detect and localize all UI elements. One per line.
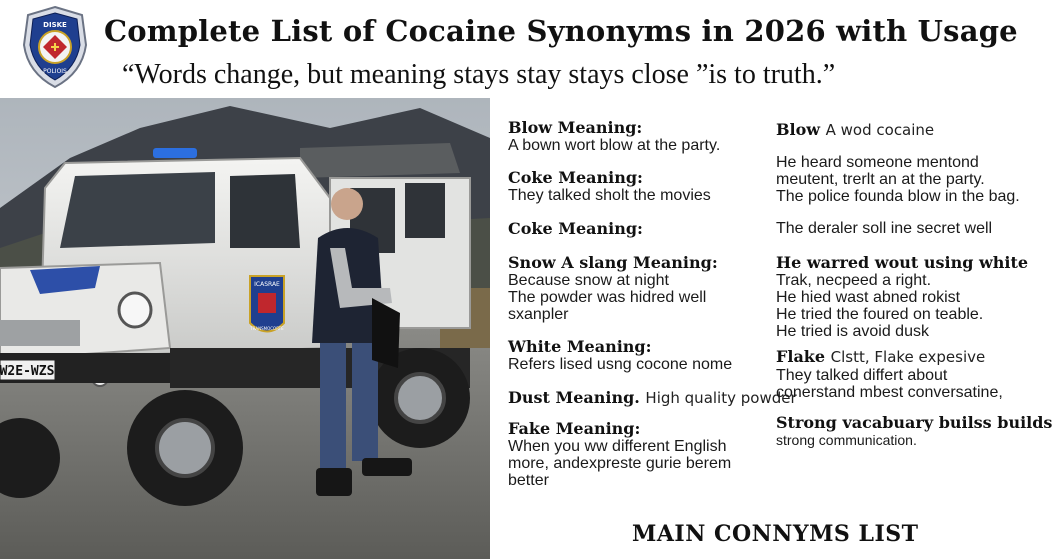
header xyxy=(0,0,1024,98)
door-badge-bottom: TRANSMOCORTE xyxy=(250,326,284,331)
entry-white-right xyxy=(776,253,1029,340)
license-plate: W2E-WZS xyxy=(0,364,55,379)
entry-fake xyxy=(508,419,776,489)
entry-line: When you ww different English xyxy=(508,438,727,455)
entry-line: The powder was hidred well xyxy=(508,289,707,306)
entry-line: He tried the foured on teable. xyxy=(776,306,984,323)
entry-line: The police founda blow in the bag. xyxy=(776,188,1020,205)
entry-line: Because snow at night xyxy=(508,272,669,289)
entry-dust xyxy=(508,388,797,408)
police-emblem-icon xyxy=(20,5,90,89)
entry-flake xyxy=(776,347,1024,401)
entry-examples xyxy=(776,154,1024,205)
page-subtitle: “Words change, but meaning stays stay stays close ”is to truth.” xyxy=(122,59,836,90)
entry-snow xyxy=(508,253,776,323)
entry-line: conerstand mbest conversatine, xyxy=(776,384,1003,401)
entry-line: The deraler soll ine secret well xyxy=(776,220,993,237)
entry-inline: A wod cocaine xyxy=(825,121,935,139)
entry-line: A bown wort blow at the party. xyxy=(508,137,721,154)
entry-line: sxanpler xyxy=(508,306,569,323)
emblem-top-text: DISKE xyxy=(43,21,67,29)
entry-dealer xyxy=(776,220,1024,237)
entry-line: He heard someone mentond xyxy=(776,154,979,171)
entry-title: Blow Meaning: xyxy=(508,118,643,137)
emblem-bottom-text: POLIOIS xyxy=(43,68,67,75)
page-title: Complete List of Cocaine Synonyms in 2026 with Usage xyxy=(104,14,1018,48)
entry-coke-2 xyxy=(508,219,776,238)
entry-line: They talked sholt the movies xyxy=(508,187,711,204)
entry-title: Coke Meaning: xyxy=(508,219,643,238)
footer-label: MAIN CONNYMS LIST xyxy=(632,521,919,547)
entry-title: Dust Meaning. xyxy=(508,388,640,407)
entry-inline: High quality powder xyxy=(645,389,797,407)
entry-title: Snow A slang Meaning: xyxy=(508,253,718,272)
entry-vocabulary xyxy=(776,413,1052,449)
entry-inline: Clstt, Flake expesive xyxy=(830,348,986,366)
vehicle-photo xyxy=(0,98,490,559)
entry-title: He warred wout using white xyxy=(776,253,1029,272)
entry-line: better xyxy=(508,472,549,489)
entry-line: strong communication. xyxy=(776,432,917,448)
entry-line: meutent, trerlt an at the party. xyxy=(776,171,985,188)
entry-line: more, andexpreste gurie berem xyxy=(508,455,732,472)
entry-line: He tried is avoid dusk xyxy=(776,323,929,340)
entry-coke xyxy=(508,168,776,204)
entry-title: Fake Meaning: xyxy=(508,419,641,438)
entry-title: Flake xyxy=(776,347,826,366)
entry-title: Coke Meaning: xyxy=(508,168,643,187)
entry-title: White Meaning: xyxy=(508,337,652,356)
entry-line: Refers lised usng cocone nome xyxy=(508,356,733,373)
entry-title: Strong vacabuary builss builds xyxy=(776,413,1052,432)
entry-blow xyxy=(508,118,776,154)
entry-title: Blow xyxy=(776,120,821,139)
entry-blow-right xyxy=(776,120,1024,140)
entry-line: He hied wast abned rokist xyxy=(776,289,961,306)
entry-line: They talked differt about xyxy=(776,367,948,384)
door-badge-top: ICASRAE xyxy=(254,281,280,288)
entry-line: Trak, necpeed a right. xyxy=(776,272,932,289)
entry-white xyxy=(508,337,776,373)
